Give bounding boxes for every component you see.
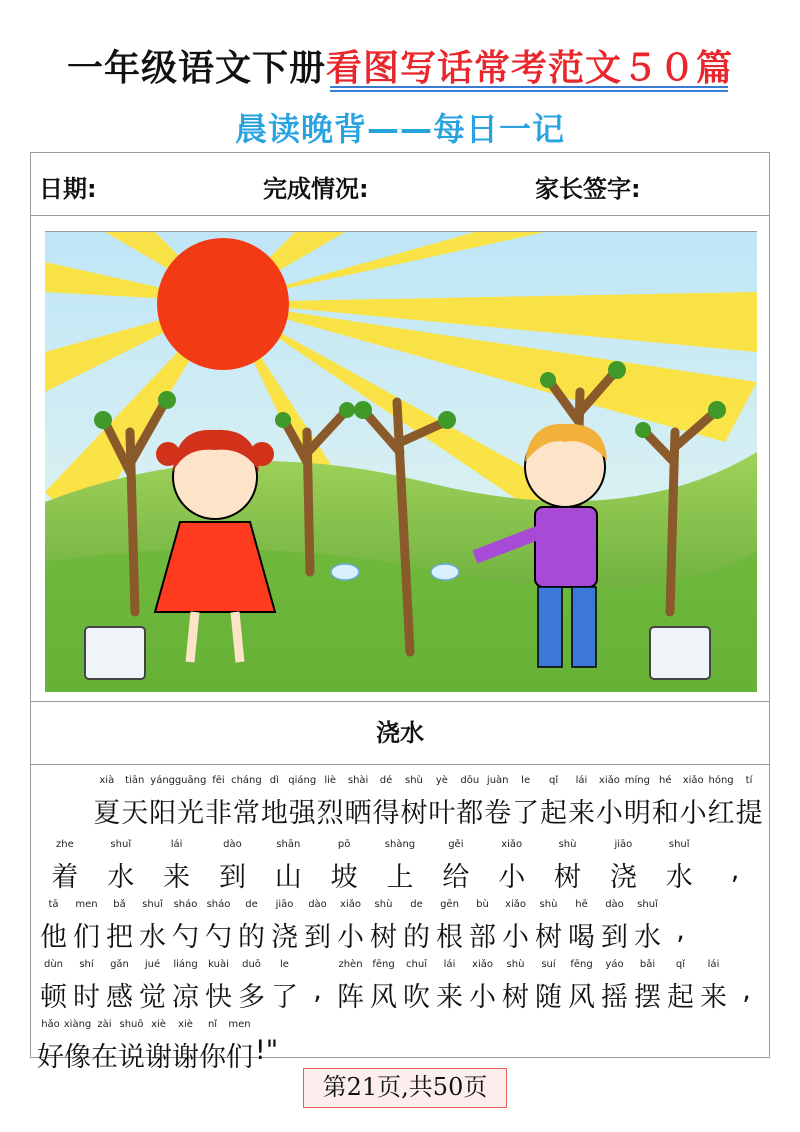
hanzi: 感	[106, 982, 133, 1013]
hanzi: 谢	[145, 1042, 172, 1073]
hanzi: 随	[535, 982, 562, 1013]
pinyin: cháng	[231, 775, 262, 786]
status-label: 完成情况:	[263, 175, 369, 203]
pinyin: jué	[144, 959, 161, 970]
form-header-row	[31, 153, 769, 216]
pinyin: qǐ	[548, 775, 559, 786]
pinyin: nǐ	[207, 1019, 218, 1030]
pinyin: xiǎo	[682, 775, 704, 786]
title-underline	[330, 86, 728, 92]
hanzi: 夏	[93, 798, 121, 829]
pinyin: guāng	[174, 775, 207, 786]
essay-title-row	[31, 701, 769, 765]
pinyin: yè	[435, 775, 448, 786]
pinyin: míng	[624, 775, 650, 786]
hanzi: 小	[679, 798, 707, 829]
pinyin: qiáng	[288, 775, 317, 786]
pinyin: dùn	[43, 959, 64, 970]
pinyin: duō	[242, 959, 261, 970]
pinyin: bǎ	[113, 899, 126, 910]
hanzi: 他	[40, 922, 67, 953]
pinyin: zhe	[56, 839, 74, 850]
title-red-part: 看图写话常考范文５０篇	[326, 48, 734, 89]
essay-line	[37, 899, 763, 955]
pinyin: hé	[659, 775, 672, 786]
hanzi: 来	[700, 982, 727, 1013]
hanzi: 烈	[316, 798, 344, 829]
pinyin: xiàng	[63, 1019, 92, 1030]
hanzi: 小	[469, 982, 496, 1013]
date-label: 日期:	[39, 175, 97, 203]
pinyin: shí	[79, 959, 94, 970]
watering-scene-illustration	[45, 232, 757, 692]
hanzi: 了	[512, 798, 540, 829]
pinyin: bǎi	[639, 959, 656, 970]
pinyin: hǎo	[41, 1019, 60, 1030]
title-black-part: 一年级语文下册	[66, 48, 326, 89]
pinyin: de	[245, 899, 258, 910]
hanzi: 阳	[149, 798, 177, 829]
hanzi: 们	[73, 922, 100, 953]
pinyin: dào	[223, 839, 242, 850]
hanzi: 树	[502, 982, 529, 1013]
pinyin: shù	[405, 775, 423, 786]
pinyin: shù	[558, 839, 577, 850]
hanzi: ,	[742, 975, 751, 1006]
sun-icon	[157, 238, 289, 370]
page-counter: 第21页,共50页	[303, 1068, 507, 1108]
hanzi: 上	[386, 862, 414, 893]
hanzi: ,	[730, 855, 740, 886]
hanzi: 来	[163, 862, 191, 893]
pinyin: xiǎo	[505, 899, 526, 910]
hanzi: 地	[260, 798, 288, 829]
pinyin: tā	[48, 899, 59, 910]
hanzi: 到	[218, 862, 246, 893]
hanzi: 得	[372, 798, 400, 829]
pinyin: xià	[99, 775, 115, 786]
hanzi: 了	[271, 982, 298, 1013]
pinyin: le	[280, 959, 289, 970]
hanzi: 阵	[337, 982, 364, 1013]
hanzi: 来	[436, 982, 463, 1013]
hanzi: 谢	[172, 1042, 199, 1073]
pinyin: xiǎo	[340, 899, 361, 910]
hanzi: 勺	[172, 922, 199, 953]
pinyin: lái	[575, 775, 588, 786]
essay-line	[37, 959, 763, 1015]
pinyin: zài	[97, 1019, 112, 1030]
hanzi: 红	[707, 798, 735, 829]
pinyin: fēi	[212, 775, 225, 786]
pinyin: fēng	[372, 959, 395, 970]
pinyin: lái	[443, 959, 456, 970]
pinyin: shuō	[119, 1019, 144, 1030]
pinyin: juàn	[486, 775, 509, 786]
pinyin: shuǐ	[110, 839, 132, 850]
hanzi: 天	[121, 798, 149, 829]
pinyin: dì	[269, 775, 279, 786]
hanzi: 着	[51, 862, 79, 893]
hanzi: 快	[205, 982, 232, 1013]
pinyin: gěi	[448, 839, 464, 850]
pinyin: jiāo	[614, 839, 633, 850]
essay-line	[37, 839, 763, 895]
pinyin: suí	[541, 959, 556, 970]
hanzi: 水	[107, 862, 135, 893]
pinyin: zhèn	[338, 959, 363, 970]
pinyin: xiè	[178, 1019, 193, 1030]
pinyin: men	[228, 1019, 251, 1030]
hanzi: 凉	[172, 982, 199, 1013]
hanzi: 时	[73, 982, 100, 1013]
pinyin: shuǐ	[142, 899, 163, 910]
hanzi: 来	[567, 798, 595, 829]
page-subtitle: 晨读晚背——每日一记	[234, 110, 565, 148]
hanzi: 把	[106, 922, 133, 953]
hanzi: 都	[456, 798, 484, 829]
hanzi: !"	[254, 1035, 279, 1066]
hanzi: 非	[204, 798, 232, 829]
hanzi: 水	[665, 862, 693, 893]
pinyin: sháo	[173, 899, 198, 910]
hanzi: 在	[91, 1042, 118, 1073]
pinyin: hē	[575, 899, 588, 910]
pinyin: chuī	[406, 959, 427, 970]
pinyin: lái	[707, 959, 720, 970]
hanzi: 提	[735, 798, 763, 829]
pinyin: dào	[308, 899, 327, 910]
hanzi: 树	[554, 862, 582, 893]
pinyin: le	[521, 775, 531, 786]
hanzi: 好	[37, 1042, 64, 1073]
hanzi: ,	[676, 915, 685, 946]
hanzi: 常	[232, 798, 260, 829]
pinyin: qǐ	[675, 959, 686, 970]
pinyin: liáng	[173, 959, 198, 970]
hanzi: 的	[238, 922, 265, 953]
hanzi: 像	[64, 1042, 91, 1073]
hanzi: 树	[370, 922, 397, 953]
hanzi: 光	[177, 798, 205, 829]
hanzi: 你	[199, 1042, 226, 1073]
pinyin: shuǐ	[668, 839, 690, 850]
hanzi: 多	[238, 982, 265, 1013]
hanzi: 强	[288, 798, 316, 829]
pinyin: gēn	[440, 899, 459, 910]
hanzi: 起	[540, 798, 568, 829]
hanzi: 和	[651, 798, 679, 829]
hanzi: 的	[403, 922, 430, 953]
hanzi: 顿	[40, 982, 67, 1013]
hanzi: 觉	[139, 982, 166, 1013]
pinyin: xiǎo	[501, 839, 523, 850]
pinyin: xiǎo	[598, 775, 620, 786]
hanzi: 给	[442, 862, 470, 893]
essay-line	[37, 1019, 763, 1075]
hanzi: 小	[595, 798, 623, 829]
hanzi: 小	[337, 922, 364, 953]
hanzi: 根	[436, 922, 463, 953]
pinyin: de	[410, 899, 423, 910]
pinyin: dōu	[460, 775, 480, 786]
pinyin: shān	[276, 839, 301, 850]
hanzi: 小	[502, 922, 529, 953]
signature-label: 家长签字:	[535, 175, 641, 203]
pinyin: tí	[745, 775, 753, 786]
pinyin: yáng	[150, 775, 176, 786]
hanzi: 喝	[568, 922, 595, 953]
pinyin: shuǐ	[637, 899, 658, 910]
hanzi: 说	[118, 1042, 145, 1073]
hanzi: 树	[535, 922, 562, 953]
hanzi: 部	[469, 922, 496, 953]
pinyin: dé	[379, 775, 393, 786]
hanzi: 摆	[634, 982, 661, 1013]
pinyin: liè	[324, 775, 337, 786]
hanzi: 浇	[609, 862, 637, 893]
pinyin: fēng	[570, 959, 593, 970]
pinyin: dào	[605, 899, 624, 910]
pinyin: bù	[476, 899, 489, 910]
hanzi: 风	[370, 982, 397, 1013]
pinyin: xiè	[151, 1019, 166, 1030]
hanzi: ,	[313, 975, 322, 1006]
hanzi: 起	[667, 982, 694, 1013]
pinyin: hóng	[708, 775, 734, 786]
hanzi: 明	[623, 798, 651, 829]
pinyin: lái	[170, 839, 183, 850]
essay-line	[37, 775, 763, 831]
pinyin: tiān	[125, 775, 145, 786]
pinyin: shàng	[384, 839, 416, 850]
pinyin: jiāo	[275, 899, 294, 910]
pinyin: gǎn	[110, 959, 129, 970]
hanzi: 浇	[271, 922, 298, 953]
pinyin: pō	[337, 839, 351, 850]
hanzi: 摇	[601, 982, 628, 1013]
pinyin: sháo	[206, 899, 231, 910]
page-title	[0, 40, 800, 91]
pinyin: shù	[506, 959, 525, 970]
pinyin: shài	[347, 775, 369, 786]
hanzi: 到	[601, 922, 628, 953]
pinyin: shù	[539, 899, 558, 910]
hanzi: 吹	[403, 982, 430, 1013]
hanzi: 山	[274, 862, 302, 893]
hanzi: 们	[226, 1042, 253, 1073]
pinyin: shù	[374, 899, 393, 910]
hanzi: 水	[139, 922, 166, 953]
hanzi: 勺	[205, 922, 232, 953]
pinyin: yáo	[605, 959, 624, 970]
pinyin: kuài	[208, 959, 229, 970]
worksheet-box	[30, 152, 770, 1073]
hanzi: 晒	[344, 798, 372, 829]
hanzi: 叶	[428, 798, 456, 829]
hanzi: 树	[400, 798, 428, 829]
hanzi: 卷	[484, 798, 512, 829]
essay-title: 浇水	[376, 719, 424, 747]
hanzi: 小	[498, 862, 526, 893]
illustration	[45, 231, 757, 692]
pinyin: men	[75, 899, 98, 910]
hanzi: 到	[304, 922, 331, 953]
hanzi: 坡	[330, 862, 358, 893]
hanzi: 风	[568, 982, 595, 1013]
hanzi: 水	[634, 922, 661, 953]
pinyin: xiǎo	[472, 959, 493, 970]
